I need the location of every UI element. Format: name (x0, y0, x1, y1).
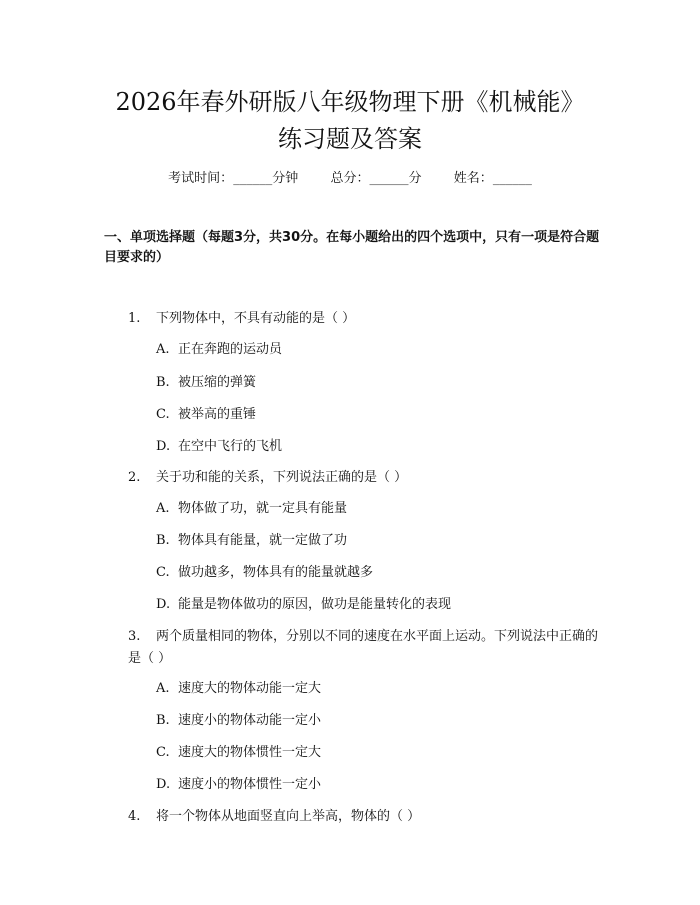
question-1 (128, 308, 598, 330)
option-text: 速度小的物体惯性一定小 (178, 777, 322, 792)
option-letter: A. (156, 501, 170, 516)
option-letter: C. (156, 407, 170, 422)
question-3-option-b (156, 711, 596, 731)
total-score-label: 总分： (330, 171, 370, 186)
question-2-option-c (156, 563, 596, 583)
question-2 (128, 467, 598, 489)
option-text: 速度大的物体惯性一定大 (178, 745, 322, 760)
student-name-label: 姓名： (453, 171, 493, 186)
question-number: 3. (128, 629, 141, 644)
document-title-line-1: 2026年春外研版八年级物理下册《机械能》 (115, 88, 585, 116)
question-2-option-a (156, 499, 596, 519)
option-letter: D. (156, 777, 171, 792)
option-text: 做功越多，物体具有的能量就越多 (178, 565, 374, 580)
exam-meta-line (0, 170, 700, 188)
question-text: 两个质量相同的物体，分别以不同的速度在水平面上运动。下列说法中正确的是（ ） (128, 629, 599, 666)
option-letter: B. (156, 713, 170, 728)
option-letter: C. (156, 745, 170, 760)
question-number: 2. (128, 470, 141, 485)
question-3-option-a (156, 679, 596, 699)
option-letter: D. (156, 439, 171, 454)
exam-time-unit: 分钟 (272, 171, 299, 186)
question-3 (128, 626, 598, 670)
exam-time-label: 考试时间： (168, 171, 234, 186)
question-number: 1. (128, 311, 141, 326)
exam-time-blank: ______ (233, 171, 273, 186)
question-text: 将一个物体从地面竖直向上举高，物体的（ ） (156, 809, 421, 824)
question-1-option-b (156, 373, 596, 393)
option-text: 速度大的物体动能一定大 (178, 681, 322, 696)
option-text: 能量是物体做功的原因，做功是能量转化的表现 (178, 597, 452, 612)
option-text: 物体具有能量，就一定做了功 (178, 533, 348, 548)
student-name-blank: ______ (492, 171, 532, 186)
option-letter: A. (156, 681, 170, 696)
total-score-unit: 分 (408, 171, 422, 186)
total-score-blank: ______ (369, 171, 409, 186)
question-1-option-c (156, 405, 596, 425)
option-letter: C. (156, 565, 170, 580)
question-2-option-b (156, 531, 596, 551)
option-text: 正在奔跑的运动员 (178, 342, 283, 357)
option-text: 被举高的重锤 (178, 407, 257, 422)
question-text: 关于功和能的关系，下列说法正确的是（ ） (156, 470, 408, 485)
question-4 (128, 806, 598, 828)
option-text: 被压缩的弹簧 (178, 375, 257, 390)
option-text: 速度小的物体动能一定小 (178, 713, 322, 728)
question-3-option-c (156, 743, 596, 763)
question-text: 下列物体中，不具有动能的是（ ） (156, 311, 356, 326)
option-letter: D. (156, 597, 171, 612)
question-1-option-d (156, 437, 596, 457)
question-number: 4. (128, 809, 141, 824)
option-text: 物体做了功，就一定具有能量 (178, 501, 348, 516)
option-text: 在空中飞行的飞机 (178, 439, 283, 454)
question-1-option-a (156, 340, 596, 360)
question-3-option-d (156, 775, 596, 795)
option-letter: B. (156, 375, 170, 390)
document-title-line-2: 练习题及答案 (278, 125, 422, 153)
question-2-option-d (156, 595, 596, 615)
option-letter: A. (156, 342, 170, 357)
option-letter: B. (156, 533, 170, 548)
section-heading: 一、单项选择题（每题3分，共30分。在每小题给出的四个选项中，只有一项是符合题目要求的） (104, 230, 600, 265)
